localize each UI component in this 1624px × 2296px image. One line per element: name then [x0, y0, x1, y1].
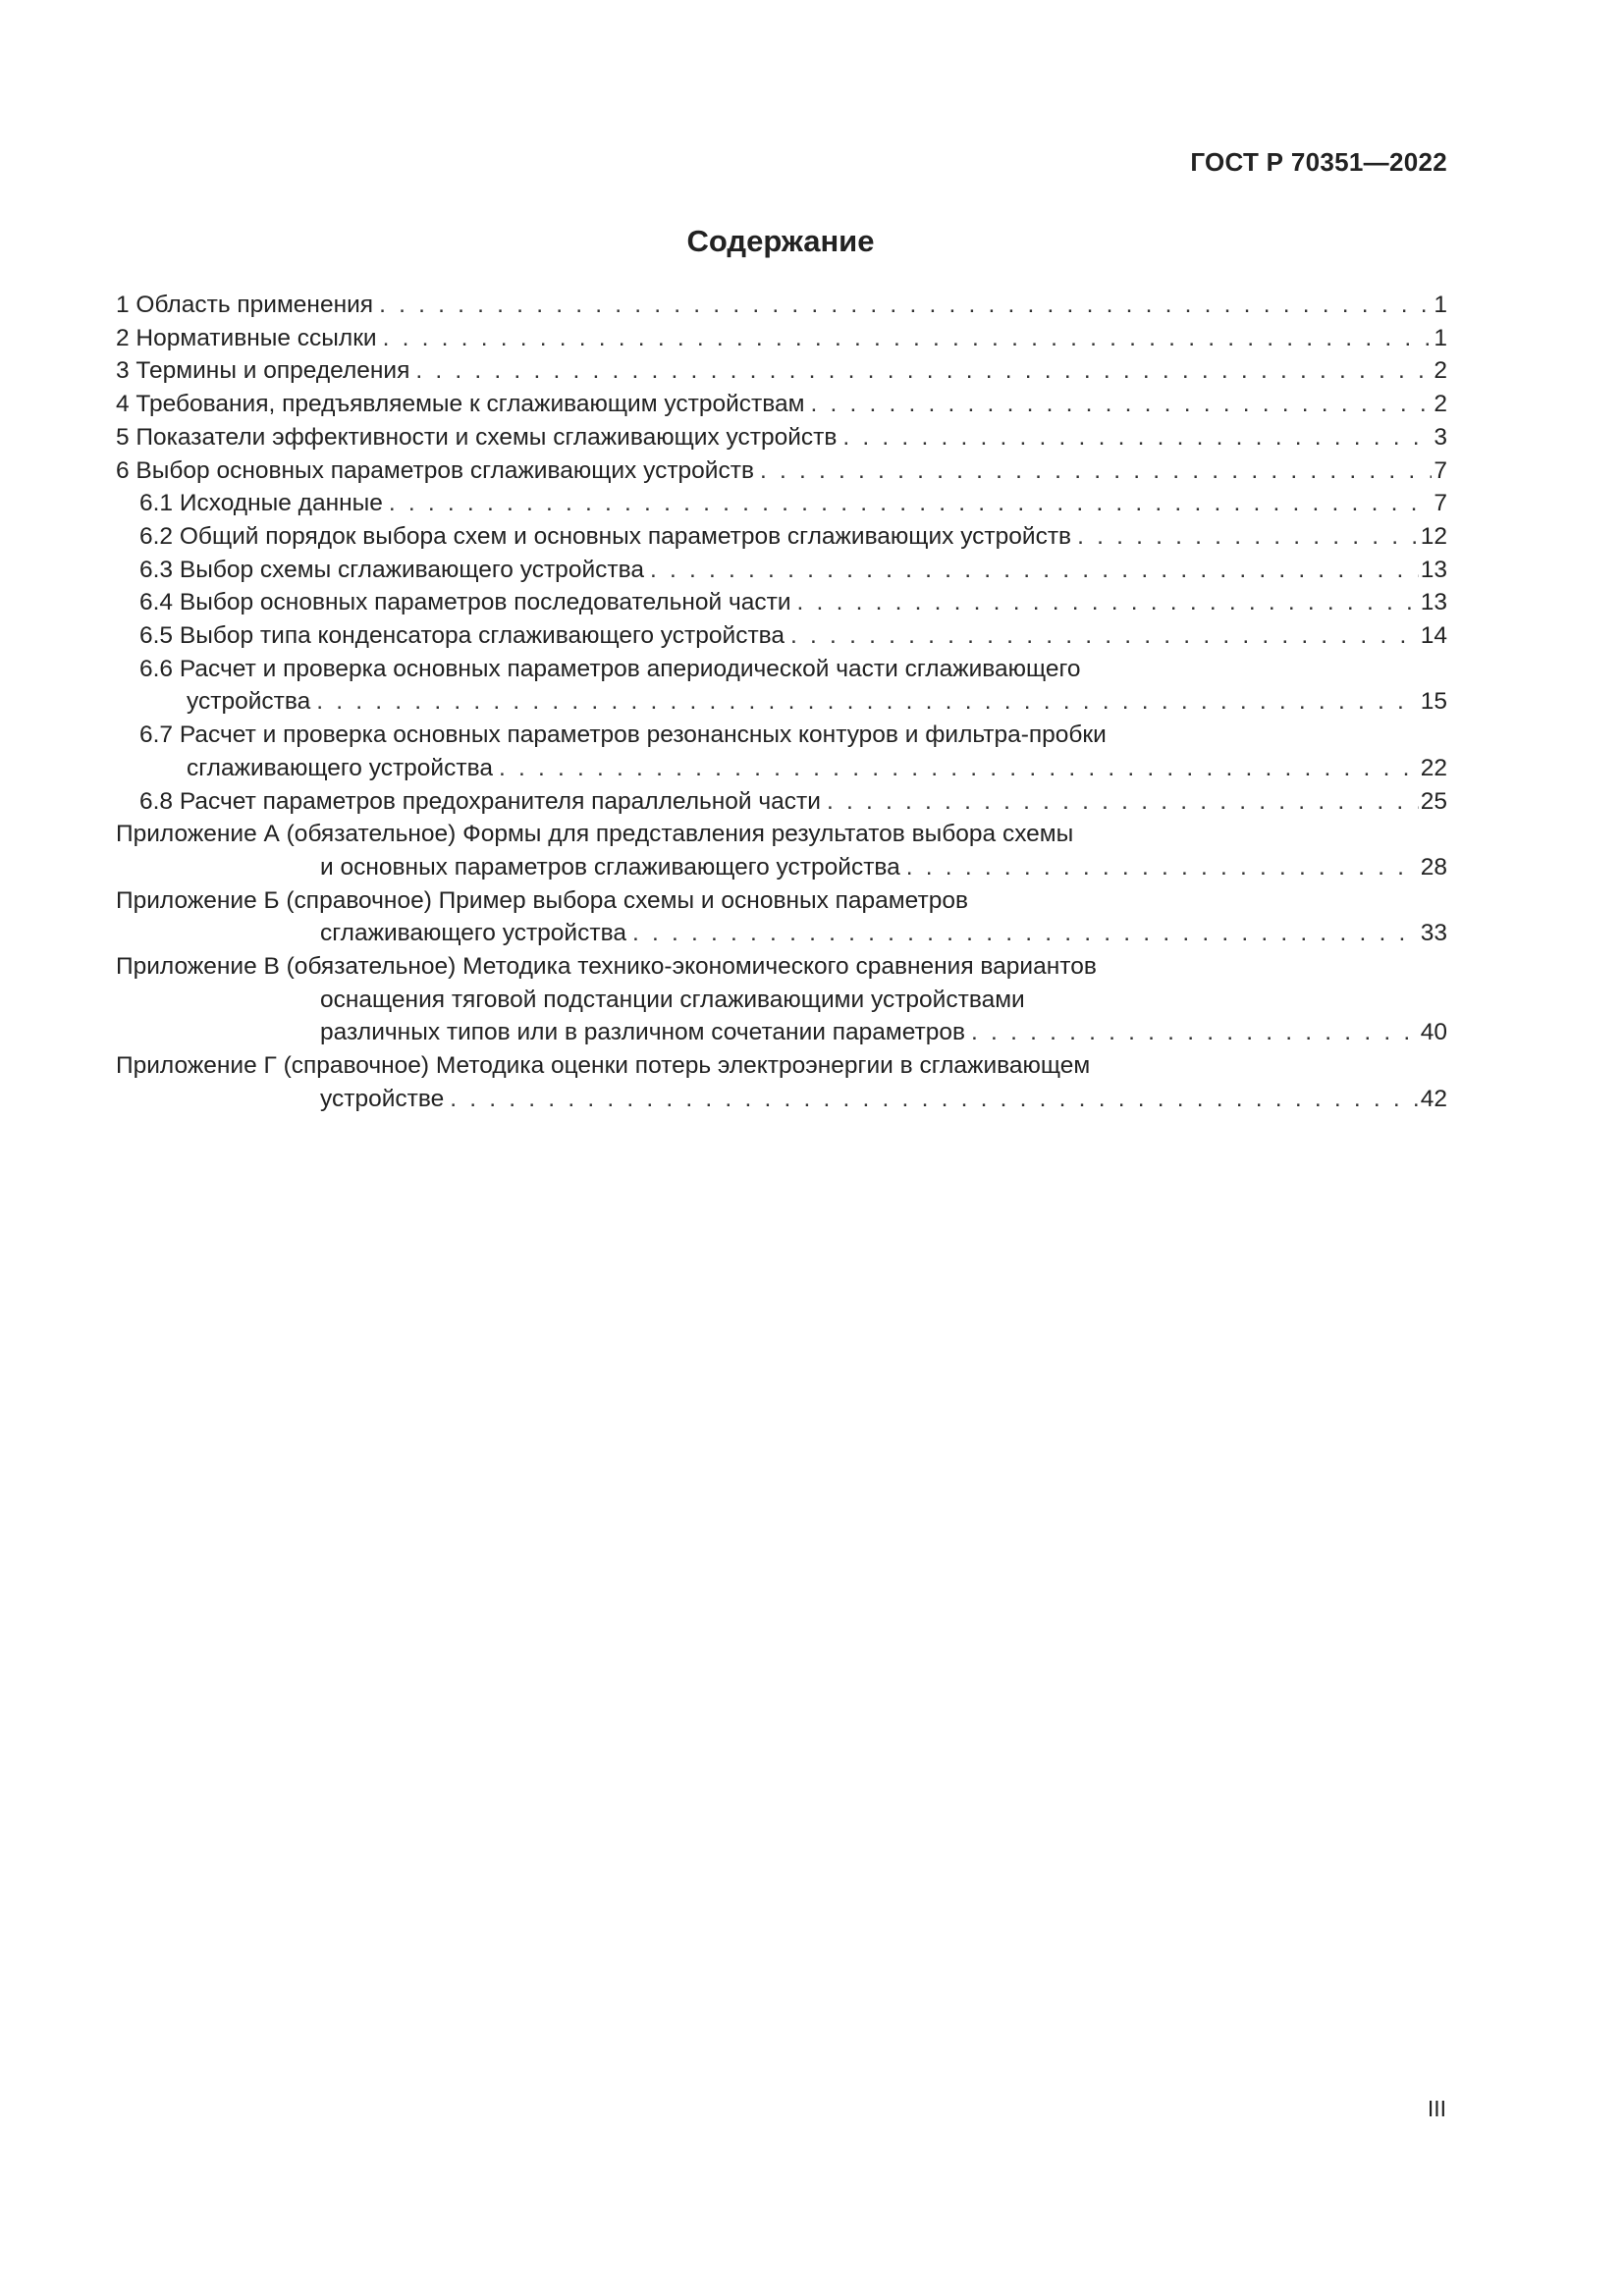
toc-entry-appendix-g[interactable]: [116, 1049, 1447, 1115]
toc-entry-text: 6.3 Выбор схемы сглаживающего устройства: [139, 556, 644, 583]
doc-code: ГОСТ Р 70351—2022: [1190, 147, 1447, 177]
toc-entry-text: 6.5 Выбор типа конденсатора сглаживающего устройства: [139, 622, 785, 650]
toc-entry-page: 22: [1420, 754, 1447, 781]
toc-entry[interactable]: [116, 487, 1447, 520]
toc-entry-page: 14: [1420, 622, 1447, 650]
toc-entry-text-cont: различных типов или в различном сочетании параметров: [320, 1019, 966, 1046]
toc-entry-text: 6.1 Исходные данные: [139, 490, 383, 517]
toc-entry-page: 28: [1420, 853, 1447, 881]
toc-entry[interactable]: [116, 653, 1447, 719]
toc-entry-page: 40: [1420, 1019, 1447, 1046]
toc-entry-text: 1 Область применения: [116, 292, 374, 318]
toc-entry[interactable]: [116, 719, 1447, 784]
toc-entry-text-cont: и основных параметров сглаживающего устройства: [320, 853, 900, 881]
toc-entry-text-cont: оснащения тяговой подстанции сглаживающими устройствами: [320, 986, 1025, 1013]
toc-entry-page: 13: [1420, 589, 1447, 616]
toc-entry-text: 6.2 Общий порядок выбора схем и основных параметров сглаживающих устройств: [139, 522, 1072, 550]
toc-entry-page: 25: [1420, 787, 1447, 815]
toc-entry-page: 2: [1434, 357, 1447, 385]
toc-entry-page: 42: [1420, 1085, 1447, 1112]
toc-entry-appendix-a[interactable]: [116, 818, 1447, 883]
toc-entry[interactable]: [116, 520, 1447, 554]
toc-entry-text: 6.4 Выбор основных параметров последовательной части: [139, 589, 791, 616]
toc-entry-text: 3 Термины и определения: [116, 357, 410, 385]
toc-entry-text: 5 Показатели эффективности и схемы сглаживающих устройств: [116, 423, 838, 451]
toc-entry[interactable]: [116, 289, 1447, 322]
toc-entry-text: Приложение Б (справочное) Пример выбора схемы и основных параметров: [116, 886, 968, 914]
toc-entry-page: 33: [1420, 920, 1447, 947]
toc-entry-appendix-v[interactable]: [116, 950, 1447, 1049]
toc-entry-text: 6.7 Расчет и проверка основных параметров резонансных контуров и фильтра-пробки: [139, 721, 1107, 749]
toc-entry[interactable]: [116, 619, 1447, 653]
toc-entry[interactable]: [116, 454, 1447, 488]
toc-entry-text-cont: устройстве: [320, 1085, 445, 1112]
toc-entry-page: 2: [1434, 391, 1447, 418]
toc-entry-page: 3: [1434, 423, 1447, 451]
toc-entry-text: Приложение В (обязательное) Методика технико-экономического сравнения вариантов: [116, 953, 1097, 981]
toc-entry-text: 6.6 Расчет и проверка основных параметров апериодической части сглаживающего: [139, 655, 1081, 682]
toc-entry[interactable]: [116, 322, 1447, 355]
toc-entry-page: 15: [1420, 688, 1447, 716]
toc-entry-page: 7: [1434, 456, 1447, 484]
toc-entry[interactable]: [116, 586, 1447, 619]
toc-entry-text: 6.8 Расчет параметров предохранителя параллельной части: [139, 787, 821, 815]
toc-entry-page: 1: [1434, 292, 1447, 318]
toc-entry-text-cont: сглаживающего устройства: [320, 920, 626, 947]
toc-entry-text: 4 Требования, предъявляемые к сглаживающим устройствам: [116, 391, 805, 418]
toc-entry-text: Приложение А (обязательное) Формы для представления результатов выбора схемы: [116, 821, 1074, 848]
toc-entry-text: Приложение Г (справочное) Методика оценки потерь электроэнергии в сглаживающем: [116, 1052, 1091, 1080]
toc-entry-text: 6 Выбор основных параметров сглаживающих устройств: [116, 456, 754, 484]
toc-entry-text: 2 Нормативные ссылки: [116, 324, 377, 351]
toc-entry-text-cont: устройства: [187, 688, 311, 716]
toc-entry-text-cont: сглаживающего устройства: [187, 754, 493, 781]
toc-entry-page: 1: [1434, 324, 1447, 351]
toc-title: Содержание: [686, 224, 875, 258]
toc-entry[interactable]: [116, 354, 1447, 388]
toc-entry-page: 12: [1420, 522, 1447, 550]
toc-entry-appendix-b[interactable]: [116, 884, 1447, 950]
toc-entry-page: 13: [1420, 556, 1447, 583]
toc-entry[interactable]: [116, 421, 1447, 454]
toc-entry[interactable]: [116, 785, 1447, 819]
toc-entry[interactable]: [116, 554, 1447, 587]
toc-entry-page: 7: [1434, 490, 1447, 517]
page-number: III: [1427, 2096, 1446, 2121]
toc-entry[interactable]: [116, 388, 1447, 421]
table-of-contents: [116, 289, 1447, 1116]
